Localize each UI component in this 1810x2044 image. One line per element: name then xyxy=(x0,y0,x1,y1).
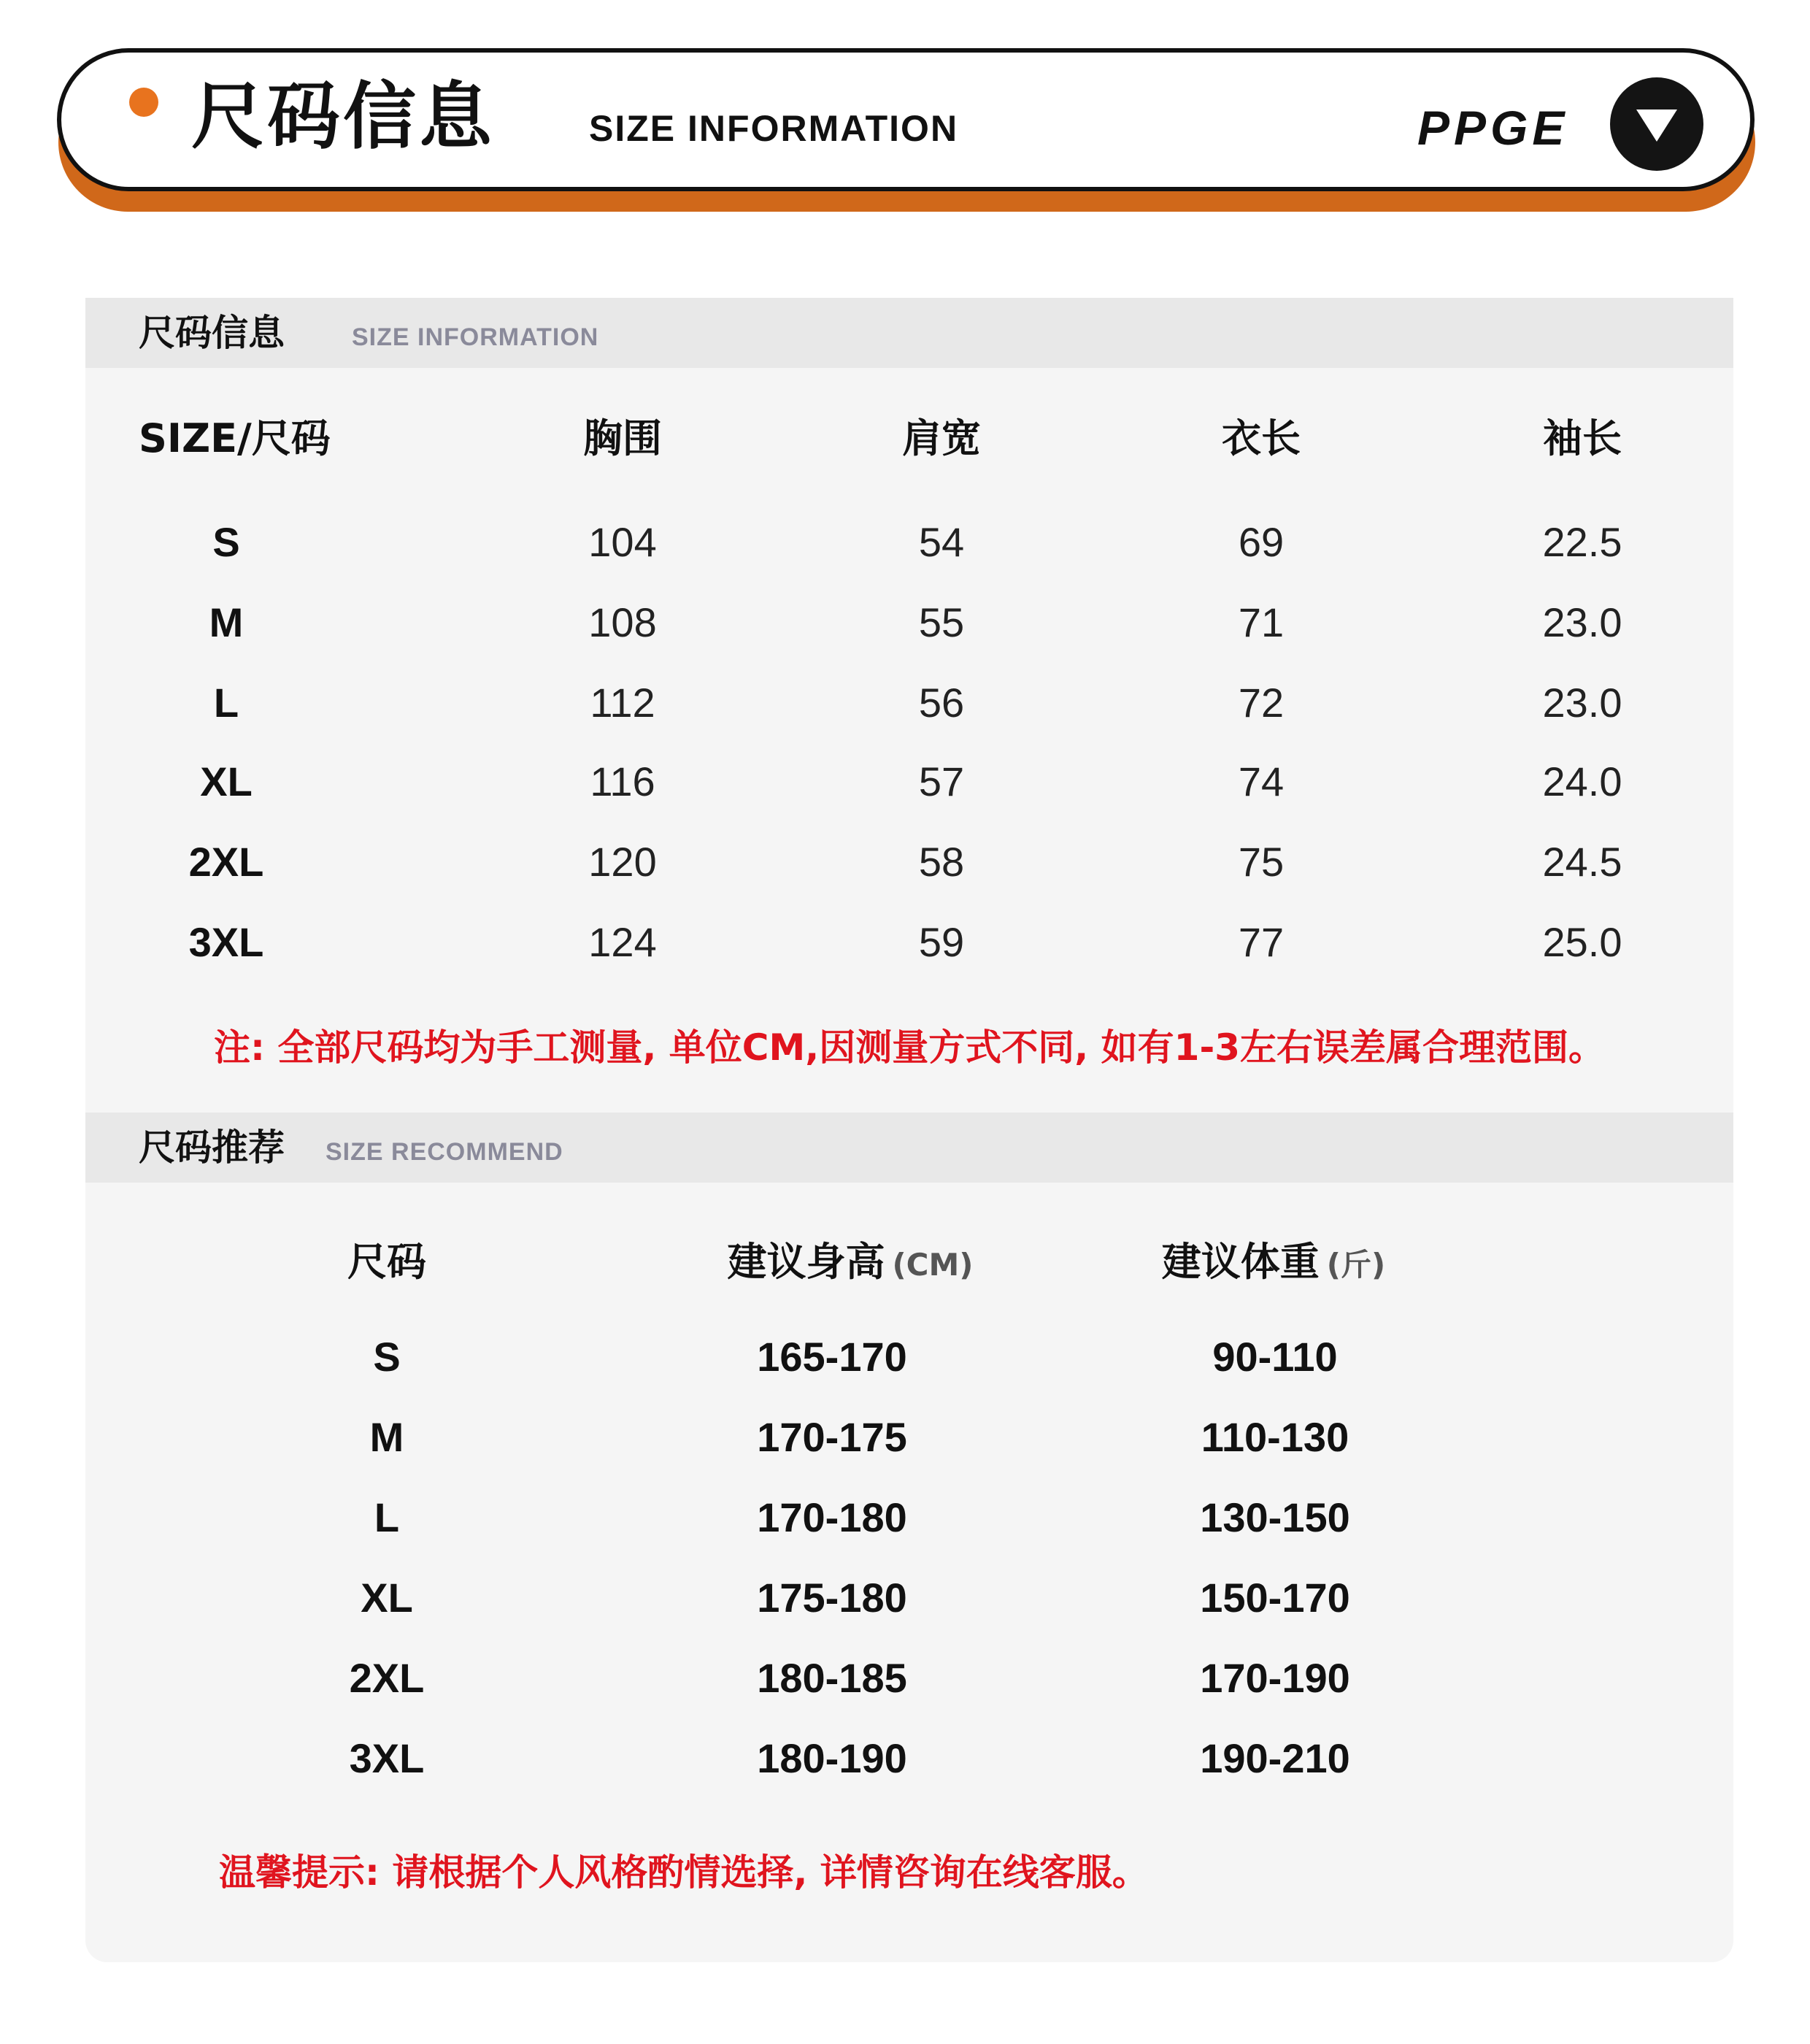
header-rec-size xyxy=(168,1237,606,1288)
size-label: L xyxy=(374,1494,400,1540)
table-cell: 150-170 xyxy=(1200,1575,1350,1621)
table-cell: 180-185 xyxy=(757,1655,907,1701)
table-cell: 124 xyxy=(588,919,657,965)
size-label: 3XL xyxy=(188,919,264,965)
table-cell: 25.0 xyxy=(1542,919,1622,965)
size-label: L xyxy=(213,680,239,726)
header-size: SIZE/尺码 xyxy=(139,415,331,461)
table-cell: 58 xyxy=(918,839,965,885)
table-cell: 108 xyxy=(588,599,657,645)
size-recommend-subtitle: SIZE RECOMMEND xyxy=(326,1138,563,1166)
table-cell: 175-180 xyxy=(757,1575,907,1621)
table-cell: 110-130 xyxy=(1201,1414,1349,1460)
table-cell: 54 xyxy=(918,519,965,565)
table-cell: 190-210 xyxy=(1200,1735,1350,1781)
size-info-title: 尺码信息 xyxy=(139,312,285,354)
table-cell: 24.5 xyxy=(1542,839,1622,885)
dropdown-button[interactable] xyxy=(1610,77,1703,171)
table-cell: 130-150 xyxy=(1200,1494,1350,1540)
size-recommend-title: 尺码推荐 xyxy=(139,1126,285,1169)
table-cell: 112 xyxy=(590,680,655,726)
table-cell: 71 xyxy=(1238,599,1285,645)
table-cell: 69 xyxy=(1238,519,1285,565)
measurement-note: 注: 全部尺码均为手工测量, 单位CM,因测量方式不同, 如有1-3左右误差属合理范围。 xyxy=(214,1026,1605,1069)
table-cell: 170-175 xyxy=(757,1414,907,1460)
table-cell: 120 xyxy=(588,839,657,885)
table-cell: 72 xyxy=(1238,680,1285,726)
table-cell: 23.0 xyxy=(1542,599,1622,645)
size-label: S xyxy=(212,519,240,565)
size-info-subtitle: SIZE INFORMATION xyxy=(352,323,599,351)
table-cell: 59 xyxy=(918,919,965,965)
table-cell: 104 xyxy=(588,519,657,565)
table-cell: 24.0 xyxy=(1542,758,1622,804)
size-label: M xyxy=(209,599,244,645)
size-label: XL xyxy=(200,758,253,804)
header-unit: (CM) xyxy=(892,1247,974,1283)
table-cell: 22.5 xyxy=(1542,519,1622,565)
banner-subtitle: SIZE INFORMATION xyxy=(589,108,959,149)
header-length: 衣长 xyxy=(1222,415,1301,461)
table-cell: 55 xyxy=(918,599,965,645)
table-cell: 23.0 xyxy=(1542,680,1622,726)
table-cell: 74 xyxy=(1238,758,1285,804)
table-cell: 90-110 xyxy=(1212,1334,1338,1380)
table-cell: 180-190 xyxy=(757,1735,907,1781)
header-label: 尺码 xyxy=(347,1239,426,1285)
size-label: M xyxy=(369,1414,404,1460)
table-cell: 77 xyxy=(1238,919,1285,965)
table-cell: 116 xyxy=(590,758,655,804)
size-label: 2XL xyxy=(188,839,264,885)
table-cell: 165-170 xyxy=(757,1334,907,1380)
header-height xyxy=(631,1237,1069,1291)
tip-note: 温馨提示: 请根据个人风格酌情选择, 详情咨询在线客服。 xyxy=(219,1851,1149,1894)
banner-title: 尺码信息 xyxy=(191,74,495,159)
table-cell: 170-180 xyxy=(757,1494,907,1540)
header-unit: (斤) xyxy=(1326,1247,1386,1283)
table-cell: 75 xyxy=(1238,839,1285,885)
header-weight xyxy=(1055,1237,1493,1291)
size-label: XL xyxy=(361,1575,413,1621)
header-sleeve: 袖长 xyxy=(1543,415,1622,461)
size-label: 3XL xyxy=(349,1735,425,1781)
size-label: 2XL xyxy=(349,1655,425,1701)
brand-logo: PPGE xyxy=(1417,101,1569,155)
header-chest: 胸围 xyxy=(583,415,662,461)
size-info-section-header xyxy=(85,298,1733,368)
bullet-dot-icon xyxy=(129,88,158,117)
chevron-down-icon xyxy=(1610,77,1703,171)
size-label: S xyxy=(373,1334,401,1380)
table-cell: 57 xyxy=(918,758,965,804)
table-cell: 56 xyxy=(918,680,965,726)
header-shoulder: 肩宽 xyxy=(902,415,981,461)
header-label: 建议体重 xyxy=(1161,1239,1320,1285)
table-cell: 170-190 xyxy=(1200,1655,1350,1701)
header-label: 建议身高 xyxy=(727,1239,885,1285)
